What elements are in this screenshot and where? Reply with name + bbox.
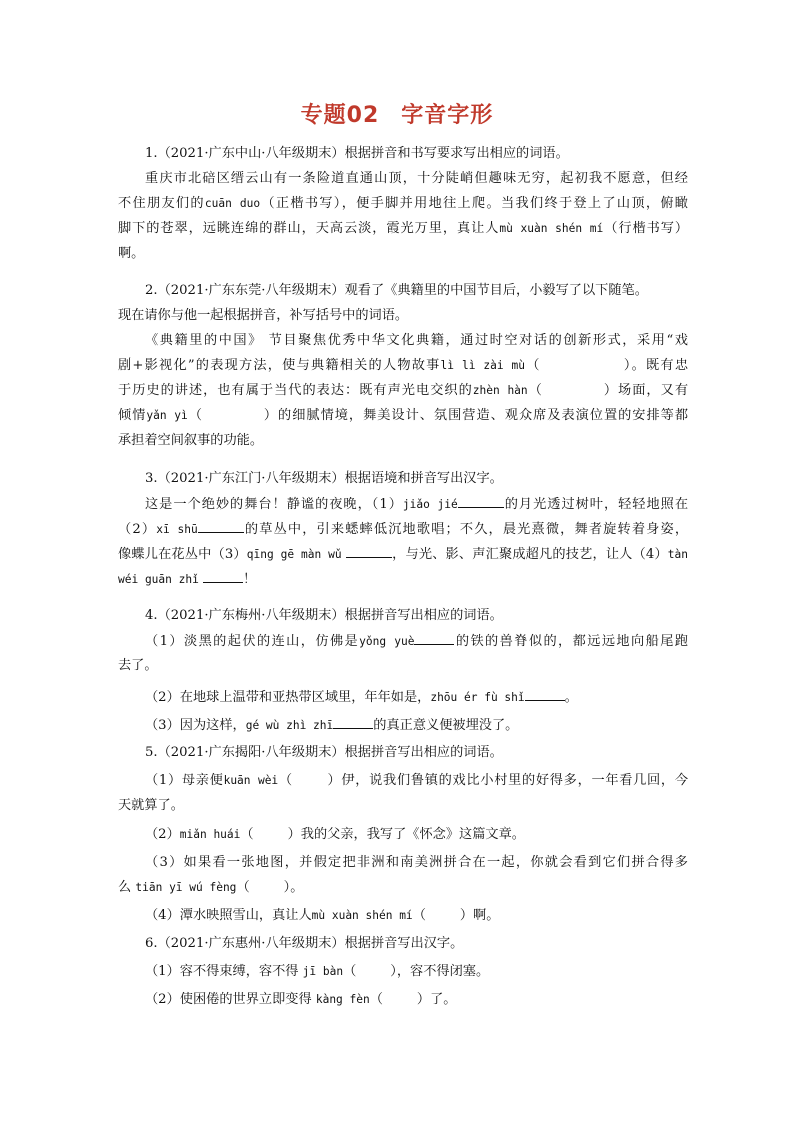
pinyin: zhèn hàn [472,384,528,397]
question-4-item-1: （1）淡黑的起伏的连山，仿佛是yǒng yuè 的铁的兽脊似的，都远远地向船尾跑 [145,634,688,649]
question-4-item-2: （2）在地球上温带和亚热带区域里，年年如是，zhōu ér fù shǐ 。 [145,690,578,705]
pinyin: wéi guān zhǐ [118,573,199,586]
page-title [0,98,794,129]
question-1-line: 啊。 [118,246,145,261]
pinyin: xī shū [156,523,198,536]
answer-blank[interactable] [203,570,243,583]
question-5-item-3: （3）如果看一张地图，并假定把非洲和南美洲拼合在一起，你就会看到它们拼合得多 [145,855,688,870]
question-5-heading: 5.（2021·广东揭阳·八年级期末）根据拼音写出相应的词语。 [145,745,503,760]
question-2-heading: 现在请你与他一起根据拼音，补写括号中的词语。 [118,308,409,323]
question-1-line: 不住朋友们的cuān duo（正楷书写），便手脚并用地往上爬。当我们终于登上了山顶，俯瞰 [118,196,688,211]
pinyin: miǎn huái [179,828,241,841]
answer-blank[interactable] [458,495,504,508]
question-5-item-2: （2）miǎn huái（ ）我的父亲，我写了《怀念》这篇文章。 [145,827,525,842]
question-3-line: 像蝶儿在花丛中（3）qīng gē màn wǔ ，与光、影、声汇聚成超凡的技艺，让人（4）tàn [118,547,689,562]
pinyin: mù xuàn shén mí [311,909,413,922]
pinyin: cuān duo [204,197,261,210]
question-6-heading: 6.（2021·广东惠州·八年级期末）根据拼音写出汉字。 [145,936,464,951]
question-3-heading: 3.（2021·广东江门·八年级期末）根据语境和拼音写出汉字。 [145,471,503,486]
pinyin: tiān yī wú fèng [135,881,237,894]
question-4-item-1: 去了。 [118,658,158,673]
question-5-item-4: （4）潭水映照雪山，真让人mù xuàn shén mí（ ）啊。 [145,908,500,923]
question-3-line: （2）xī shū 的草丛中，引来蟋蟀低沉地歌唱；不久，晨光熹微，舞者旋转着身姿， [118,522,689,537]
pinyin: kàng fèn [315,993,370,1006]
pinyin: qīng gē màn wǔ [246,548,342,561]
pinyin: yǒng yuè [359,635,415,648]
question-6-item-1: （1）容不得束缚，容不得 jī bàn（ ），容不得闭塞。 [145,964,490,979]
answer-blank[interactable] [414,632,454,645]
question-1-heading: 1.（2021·广东中山·八年级期末）根据拼音和书写要求写出相应的词语。 [145,146,569,161]
question-5-item-1: 天就算了。 [118,798,184,813]
pinyin: jī bàn [302,965,344,978]
question-3-line: wéi guān zhǐ ！ [118,572,257,587]
title-text: 字音字形 [401,103,494,128]
question-1-line: 脚下的苍翠，远眺连绵的群山，天高云淡，霞光万里，真让人mù xuàn shén mí（行楷书写） [118,221,689,236]
title-number: 专题02 [300,103,380,128]
answer-blank[interactable] [346,545,392,558]
question-4-item-3: （3）因为这样，gé wù zhì zhī 的真正意义便被埋没了。 [145,718,519,733]
question-2-heading: 2.（2021·广东东莞·八年级期末）观看了《典籍里的中国节目后，小毅写了以下随笔。 [145,283,648,298]
question-5-item-1: （1）母亲便kuān wèi（ ）伊，说我们鲁镇的戏比小村里的好得多，一年看几回，今 [145,773,689,788]
question-2-line: 承担着空间叙事的功能。 [118,433,264,448]
answer-blank[interactable] [333,716,373,729]
pinyin: tàn [667,548,689,561]
pinyin: kuān wèi [223,774,279,787]
question-5-item-3: 么 tiān yī wú fèng（ ）。 [118,880,304,895]
question-2-line: 于历史的讲述，也有属于当代的表达：既有声光电交织的zhèn hàn（ ）场面，又有 [118,383,689,398]
question-2-line: 倾情yǎn yì（ ）的细腻情境，舞美设计、氛围营造、观众席及表演位置的安排等都 [118,408,689,423]
question-4-heading: 4.（2021·广东梅州·八年级期末）根据拼音写出相应的词语。 [145,608,503,623]
answer-blank[interactable] [525,688,565,701]
pinyin: mù xuàn shén mí [499,222,604,235]
answer-blank[interactable] [198,520,244,533]
question-2-line: 剧+影视化”的表现方法，使与典籍相关的人物故事lì lì zài mù（ ）。既有忠 [118,358,689,373]
question-3-line: 这是一个绝妙的舞台！静谧的夜晚，（1）jiǎo jié 的月光透过树叶，轻轻地照在 [145,497,689,512]
pinyin: lì lì zài mù [440,359,526,372]
question-1-line: 重庆市北碚区缙云山有一条险道直通山顶，十分陡峭但趣味无穷，起初我不愿意，但经 [145,171,688,186]
pinyin: yǎn yì [146,409,188,422]
pinyin: jiǎo jié [402,498,458,511]
question-2-line: 《典籍里的中国》 节目聚焦优秀中华文化典籍，通过时空对话的创新形式，采用“戏 [145,333,688,348]
pinyin: zhōu ér fù shǐ [430,691,525,704]
pinyin: gé wù zhì zhī [245,719,334,732]
question-6-item-2: （2）使困倦的世界立即变得 kàng fèn（ ）了。 [145,992,457,1007]
